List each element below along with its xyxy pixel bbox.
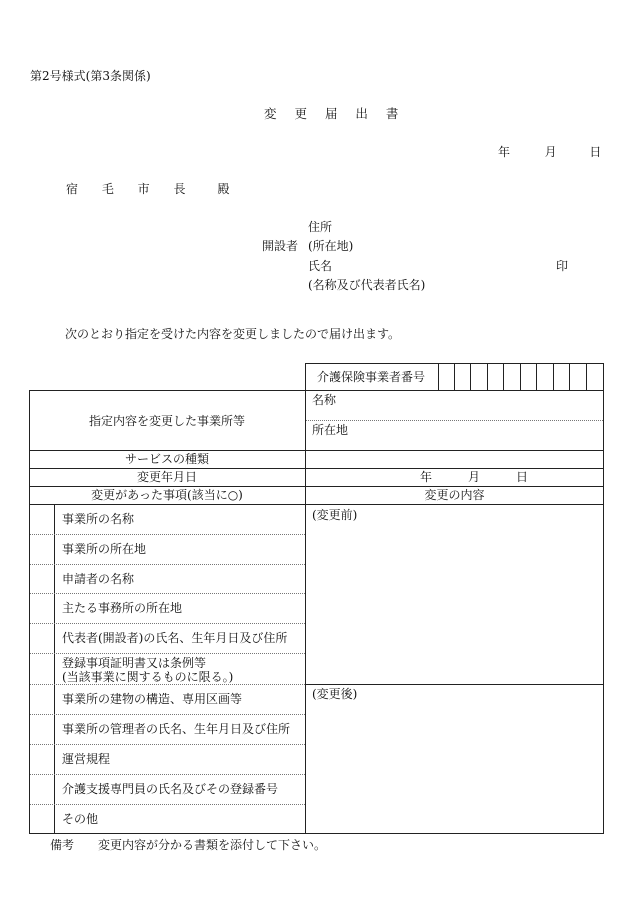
item-check-cell[interactable] — [29, 714, 54, 744]
item-check-cell[interactable] — [29, 623, 54, 653]
item-check-cell[interactable] — [29, 774, 54, 804]
changed-item-label: 申請者の名称 — [62, 571, 135, 586]
insurer-number-digit-box[interactable] — [488, 363, 505, 390]
changed-content-header: 変更の内容 — [424, 488, 485, 502]
document-title: 変 更 届 出 書 — [264, 106, 406, 121]
changed-item-label: 介護支援専門員の氏名及びその登録番号 — [62, 782, 279, 796]
changed-items-header: 変更があった事項(該当に○) — [91, 488, 243, 502]
insurer-number-digit-box[interactable] — [455, 363, 472, 390]
change-date-year: 年 — [420, 470, 433, 484]
item-check-cell[interactable] — [29, 564, 54, 593]
change-date-day: 日 — [516, 470, 529, 484]
item-row-separator — [30, 653, 305, 654]
date-year: 年 — [498, 145, 511, 159]
changed-item-label: その他 — [62, 811, 99, 826]
item-row-separator — [30, 684, 305, 685]
after-label: (変更後) — [312, 687, 358, 701]
address-label: 住所 — [308, 220, 333, 234]
insurer-number-digit-box[interactable] — [537, 363, 554, 390]
office-location-label: 所在地 — [312, 423, 349, 437]
insurer-number-digit-box[interactable] — [504, 363, 521, 390]
addressee: 宿 毛 市 長 殿 — [66, 182, 240, 196]
insurer-number-digit-box[interactable] — [521, 363, 538, 390]
changed-item-label: 代表者(開設者)の氏名、生年月日及び住所 — [62, 631, 288, 645]
service-type-label: サービスの種類 — [124, 452, 209, 466]
intro-text: 次のとおり指定を受けた内容を変更しましたので届け出ます。 — [65, 327, 401, 341]
office-name-label: 名称 — [312, 393, 337, 407]
changed-item-label: 事業所の所在地 — [62, 542, 147, 556]
item-row-separator — [30, 534, 305, 535]
name-label: 氏名 — [308, 259, 333, 273]
changed-item-label: 事業所の建物の構造、専用区画等 — [62, 692, 243, 706]
change-notification-table — [29, 363, 604, 834]
before-label: (変更前) — [312, 508, 358, 522]
item-row-separator — [30, 804, 305, 805]
item-row-separator — [30, 744, 305, 745]
remarks-note: 備考 変更内容が分かる書類を添付して下さい。 — [50, 838, 327, 852]
changed-item-label: 主たる事務所の所在地 — [62, 601, 183, 615]
item-row-separator — [30, 714, 305, 715]
applicant-label: 開設者 — [262, 239, 299, 253]
insurer-number-digit-box[interactable] — [570, 363, 587, 390]
insurer-number-label: 介護保険事業者番号 — [317, 370, 426, 384]
item-row-separator — [30, 564, 305, 565]
item-check-cell[interactable] — [29, 744, 54, 774]
item-check-cell[interactable] — [29, 653, 54, 684]
changed-item-label: 事業所の管理者の氏名、生年月日及び住所 — [62, 722, 291, 736]
insurer-number-digit-box[interactable] — [554, 363, 571, 390]
changed-item-label: 運営規程 — [62, 752, 111, 766]
seal-mark: 印 — [556, 259, 569, 273]
item-check-cell[interactable] — [29, 684, 54, 714]
name-sub-label: (名称及び代表者氏名) — [308, 278, 426, 292]
insurer-number-digit-box[interactable] — [438, 363, 455, 390]
change-date-label: 変更年月日 — [136, 470, 197, 484]
form-number: 第2号様式(第3条関係) — [30, 69, 151, 83]
item-check-cell[interactable] — [29, 804, 54, 833]
changed-item-label: 事業所の名称 — [62, 512, 135, 526]
address-sub-label: (所在地) — [308, 239, 354, 253]
item-check-cell[interactable] — [29, 504, 54, 534]
item-row-separator — [30, 774, 305, 775]
item-check-cell[interactable] — [29, 593, 54, 623]
item-check-cell[interactable] — [29, 534, 54, 564]
item-row-separator — [30, 623, 305, 624]
insurer-number-digit-box[interactable] — [471, 363, 488, 390]
office-label: 指定内容を変更した事業所等 — [89, 414, 246, 428]
changed-item-label: 登録事項証明書又は条例等 (当該事業に関するものに限る。) — [62, 656, 234, 684]
insurer-number-digit-box[interactable] — [587, 363, 604, 390]
submission-date — [498, 146, 601, 158]
date-month: 月 — [544, 145, 557, 159]
change-date-month: 月 — [468, 470, 481, 484]
changed-item-sublabel: (当該事業に関するものに限る。) — [62, 669, 234, 684]
date-day: 日 — [589, 145, 602, 159]
item-row-separator — [30, 593, 305, 594]
